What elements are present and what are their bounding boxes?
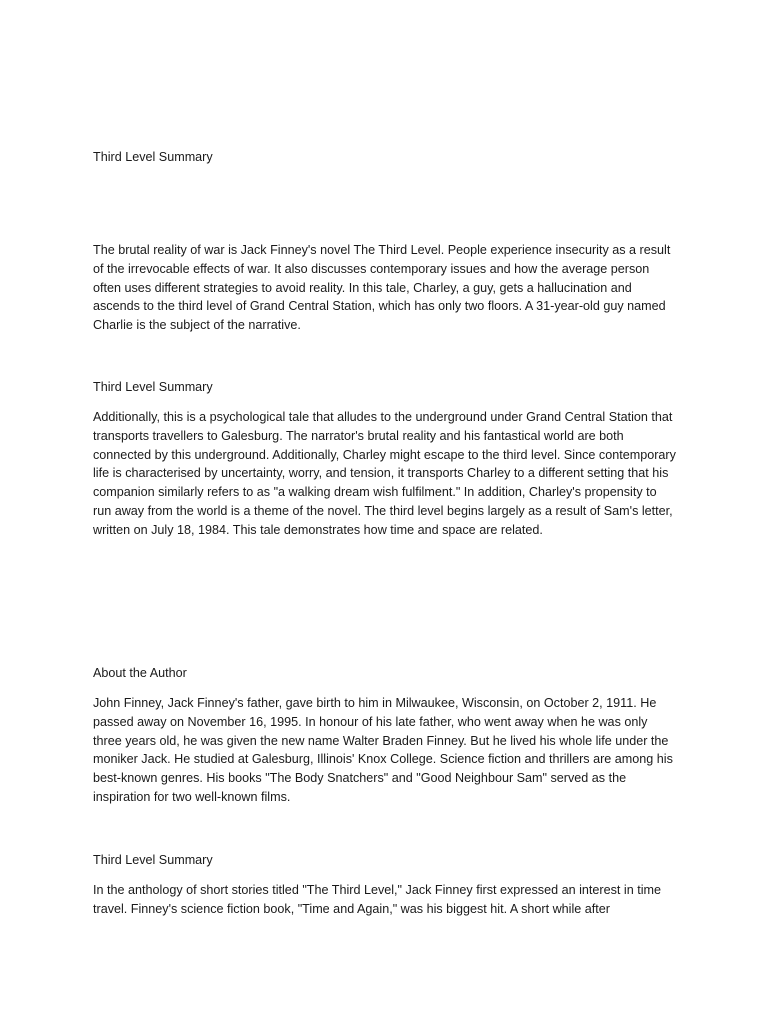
section-paragraph: John Finney, Jack Finney's father, gave birth to him in Milwaukee, Wisconsin, on October 2, 1911. He passed away on November 16, 1995. In honour of his late father, who went away when he was only three years old, he was given the new name Walter Braden Finney. But he lived his whole life under the moniker Jack. He studied at Galesburg, Illinois' Knox College. Science fiction and thrillers are among his best-known genres. His books "The Body Snatchers" and "Good Neighbour Sam" served as the inspiration for two well-known films. bbox=[93, 696, 673, 804]
section-paragraph: In the anthology of short stories titled "The Third Level," Jack Finney first expressed an interest in time travel. Finney's science fiction book, "Time and Again," was his biggest hit. A short while after bbox=[93, 883, 662, 916]
section-paragraph: The brutal reality of war is Jack Finney's novel The Third Level. People experience insecurity as a result of the irrevocable effects of war. It also discusses contemporary issues and how the average person often uses different strategies to avoid reality. In this tale, Charley, a guy, gets a hallucination and ascends to the third level of Grand Central Station, which has only two floors. A 31-year-old guy named Charlie is the subject of the narrative. bbox=[93, 243, 671, 333]
section-heading: Third Level Summary bbox=[93, 380, 213, 394]
section-heading: About the Author bbox=[93, 666, 187, 680]
section-paragraph: Additionally, this is a psychological tale that alludes to the underground under Grand Central Station that transports travellers to Galesburg. The narrator's brutal reality and his fantastical world are both connected by this underground. Additionally, Charley might escape to the third level. Since contemporary life is characterised by uncertainty, worry, and tension, it transports Charley to a different setting that his companion similarly refers to as "a walking dream wish fulfilment." In addition, Charley's propensity to run away from the world is a theme of the novel. The third level begins largely as a result of Sam's letter, written on July 18, 1984. This tale demonstrates how time and space are related. bbox=[93, 410, 676, 537]
section-heading: Third Level Summary bbox=[93, 150, 213, 164]
section-heading: Third Level Summary bbox=[93, 853, 213, 867]
